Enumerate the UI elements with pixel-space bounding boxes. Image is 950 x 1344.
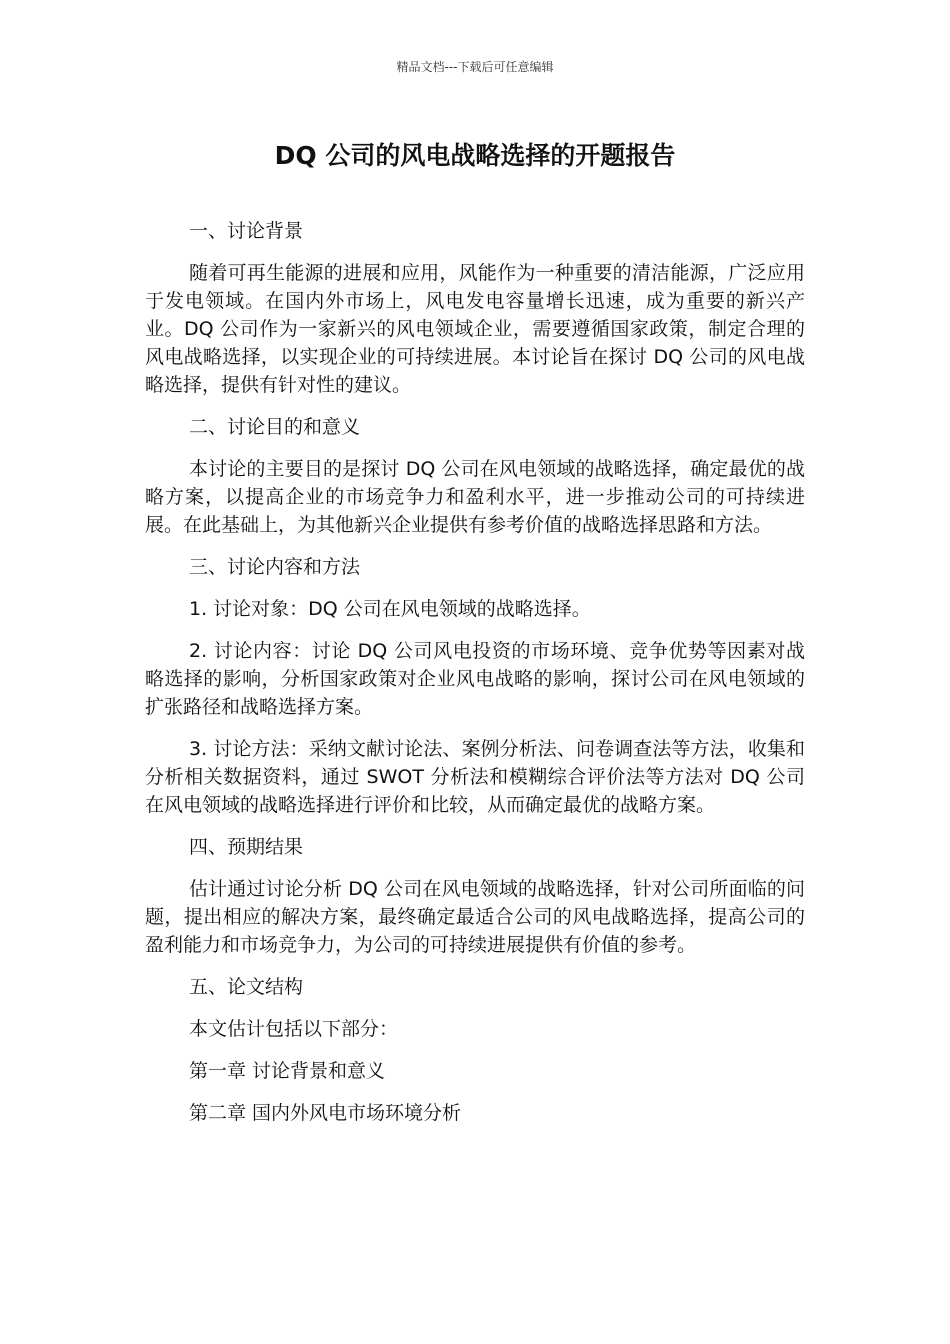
paragraph-research-content: 2. 讨论内容：讨论 DQ 公司风电投资的市场环境、竞争优势等因素对战略选择的影响，分析国家政策对企业风电战略的影响，探讨公司在风电领域的扩张路径和战略选择方案。 <box>145 640 805 718</box>
paragraph-structure-intro: 本文估计包括以下部分： <box>189 1018 399 1040</box>
paragraph-research-object: 1. 讨论对象：DQ 公司在风电领域的战略选择。 <box>189 598 591 620</box>
paragraph-background: 随着可再生能源的进展和应用，风能作为一种重要的清洁能源，广泛应用于发电领域。在国内外市场上，风电发电容量增长迅速，成为重要的新兴产业。DQ 公司作为一家新兴的风电领域企业，需要遵循国家政策，制定合理的风电战略选择，以实现企业的可持续进展。本讨论旨在探讨 DQ 公司的风电战略选择，提供有针对性的建议。 <box>145 262 805 396</box>
section-heading-purpose: 二、讨论目的和意义 <box>189 416 361 438</box>
paragraph-research-method: 3. 讨论方法：采纳文献讨论法、案例分析法、问卷调查法等方法，收集和分析相关数据资料，通过 SWOT 分析法和模糊综合评价法等方法对 DQ 公司在风电领域的战略选择进行评价和比较，从而确定最优的战略方案。 <box>145 738 805 816</box>
document-body <box>145 217 805 1141</box>
document-title: DQ 公司的风电战略选择的开题报告 <box>274 141 676 170</box>
chapter-item-1: 第一章 讨论背景和意义 <box>189 1060 386 1082</box>
section-heading-background: 一、讨论背景 <box>189 220 304 242</box>
page-header: 精品文档---下载后可任意编辑 <box>396 60 554 74</box>
paragraph-expected-results: 估计通过讨论分析 DQ 公司在风电领域的战略选择，针对公司所面临的问题，提出相应的解决方案，最终确定最适合公司的风电战略选择，提高公司的盈利能力和市场竞争力，为公司的可持续进展提供有价值的参考。 <box>145 878 805 956</box>
section-heading-content-method: 三、讨论内容和方法 <box>189 556 361 578</box>
chapter-item-2: 第二章 国内外风电市场环境分析 <box>189 1102 462 1124</box>
section-heading-expected-results: 四、预期结果 <box>189 836 304 858</box>
paragraph-purpose: 本讨论的主要目的是探讨 DQ 公司在风电领域的战略选择，确定最优的战略方案，以提高企业的市场竞争力和盈利水平，进一步推动公司的可持续进展。在此基础上，为其他新兴企业提供有参考价值的战略选择思路和方法。 <box>145 458 805 536</box>
section-heading-structure: 五、论文结构 <box>189 976 304 998</box>
